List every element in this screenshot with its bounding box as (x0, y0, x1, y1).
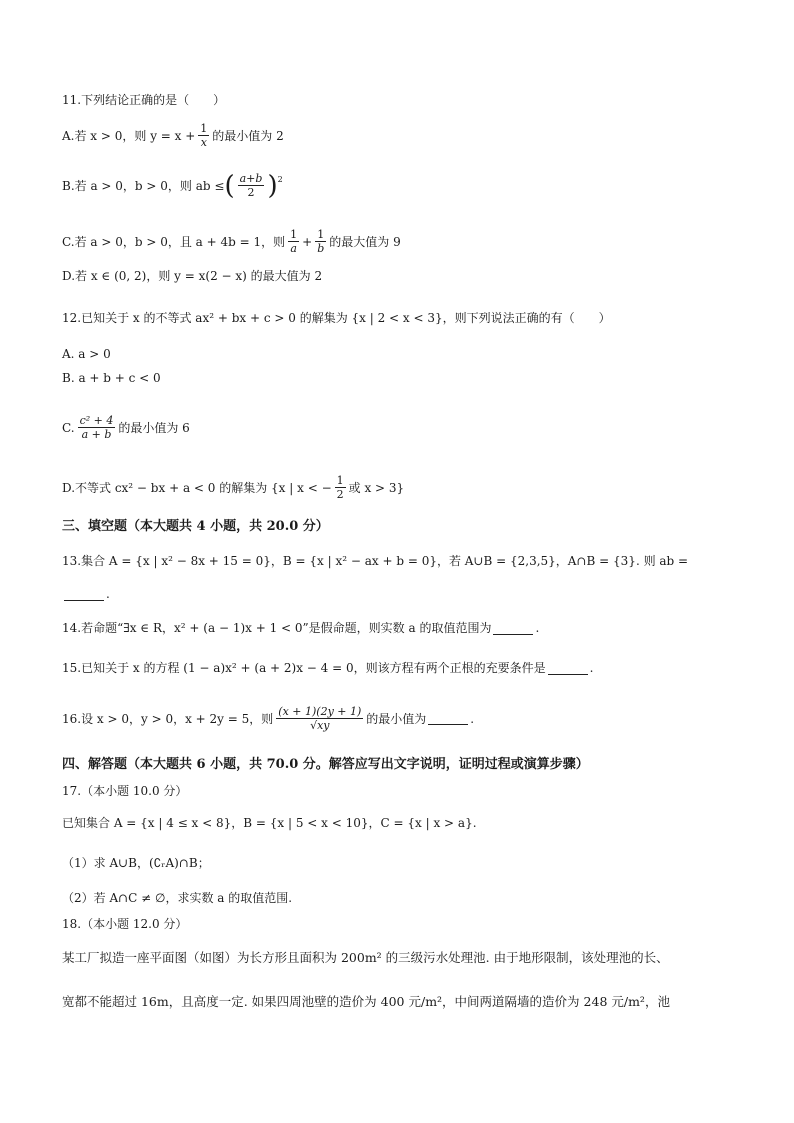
q16-text: 16.设 x > 0，y > 0，x + 2y = 5，则 $\frac{(x + 1)(2y + 1)}{√xy}$ 的最小值为 . (62, 705, 475, 732)
section-4-title: 四、解答题（本大题共 6 小题，共 70.0 分。解答应写出文字说明，证明过程或演算步骤） (62, 757, 589, 772)
q14-answer-blank (493, 622, 533, 635)
q12-option-b: B. a + b + c < 0 (62, 371, 161, 385)
q11-c-fraction-2: $\frac{1}{b}$ (317, 228, 325, 255)
q11-option-d: D.若 x ∈ (0, 2)，则 y = x(2 − x) 的最大值为 2 (62, 269, 323, 283)
q13-answer-blank (64, 588, 104, 601)
q12-option-c: C. $\frac{\text{c² + 4}}{a + b}$ 的最小值为 6 (62, 414, 190, 441)
q12-option-a: A. a > 0 (62, 347, 111, 361)
section-3-title: 三、填空题（本大题共 4 小题，共 20.0 分） (62, 519, 329, 534)
q12-d-fraction: $\frac{1}{2}$ (336, 474, 344, 501)
q18-line-1: 某工厂拟造一座平面图（如图）为长方形且面积为 200m² 的三级污水处理池. 由于地形限制，该处理池的长、 (62, 950, 669, 965)
q16-answer-blank (428, 712, 468, 725)
q12-option-d: D.不等式 cx² − bx + a < 0 的解集为 {x | x < − $\frac{1}{2}$ 或 x > 3} (62, 474, 405, 501)
q13-answer-line: . (62, 586, 110, 602)
q11-a-fraction: $\frac{1}{x}$ (200, 122, 208, 149)
q11-c-fraction-1: $\frac{1}{a}$ (290, 228, 298, 255)
q11-option-b: B.若 a > 0，b > 0，则 ab ≤ ( $\frac{a+b}{2}$ ) $^2$ (62, 170, 283, 201)
q12-c-fraction: $\frac{\text{c² + 4}}{a + b}$ (79, 414, 114, 441)
q17-head: 17.（本小题 10.0 分） (62, 784, 188, 798)
q17-part-1: （1）求 A∪B，(∁ᵣA)∩B； (62, 856, 210, 870)
q14-text: 14.若命题“∃x ∈ R，x² + (a − 1)x + 1 < 0”是假命题，则实数 a 的取值范围为 . (62, 621, 540, 635)
q16-fraction: $\frac{(x + 1)(2y + 1)}{√xy}$ (278, 705, 362, 732)
q15-answer-blank (548, 662, 588, 675)
q11-stem: 11.下列结论正确的是（ ） (62, 93, 226, 107)
q13-text: 13.集合 A = {x | x² − 8x + 15 = 0}，B = {x | x² − ax + b = 0}，若 A∪B = {2,3,5}，A∩B = {3}. 则 ab = (62, 554, 689, 568)
q11-b-fraction: $\frac{a+b}{2}$ (239, 172, 263, 199)
q15-text: 15.已知关于 x 的方程 (1 − a)x² + (a + 2)x − 4 = 0，则该方程有两个正根的充要条件是 . (62, 661, 594, 675)
q17-part-2: （2）若 A∩C ≠ ∅，求实数 a 的取值范围. (62, 891, 293, 905)
q18-head: 18.（本小题 12.0 分） (62, 917, 188, 931)
q12-stem: 12.已知关于 x 的不等式 ax² + bx + c > 0 的解集为 {x | 2 < x < 3}，则下列说法正确的有（ ） (62, 311, 611, 325)
q11-option-c: C.若 a > 0，b > 0，且 a + 4b = 1，则 $\frac{1}{a}$ + $\frac{1}{b}$ 的最大值为 9 (62, 228, 401, 255)
q17-given: 已知集合 A = {x | 4 ≤ x < 8}，B = {x | 5 < x < 10}，C = {x | x > a}. (62, 816, 477, 830)
q11-option-a: A.若 x > 0，则 y = x + $\frac{1}{x}$ 的最小值为 2 (62, 122, 284, 149)
q18-line-2: 宽都不能超过 16m，且高度一定. 如果四周池壁的造价为 400 元/m²，中间两道隔墙的造价为 248 元/m²，池 (62, 994, 670, 1009)
